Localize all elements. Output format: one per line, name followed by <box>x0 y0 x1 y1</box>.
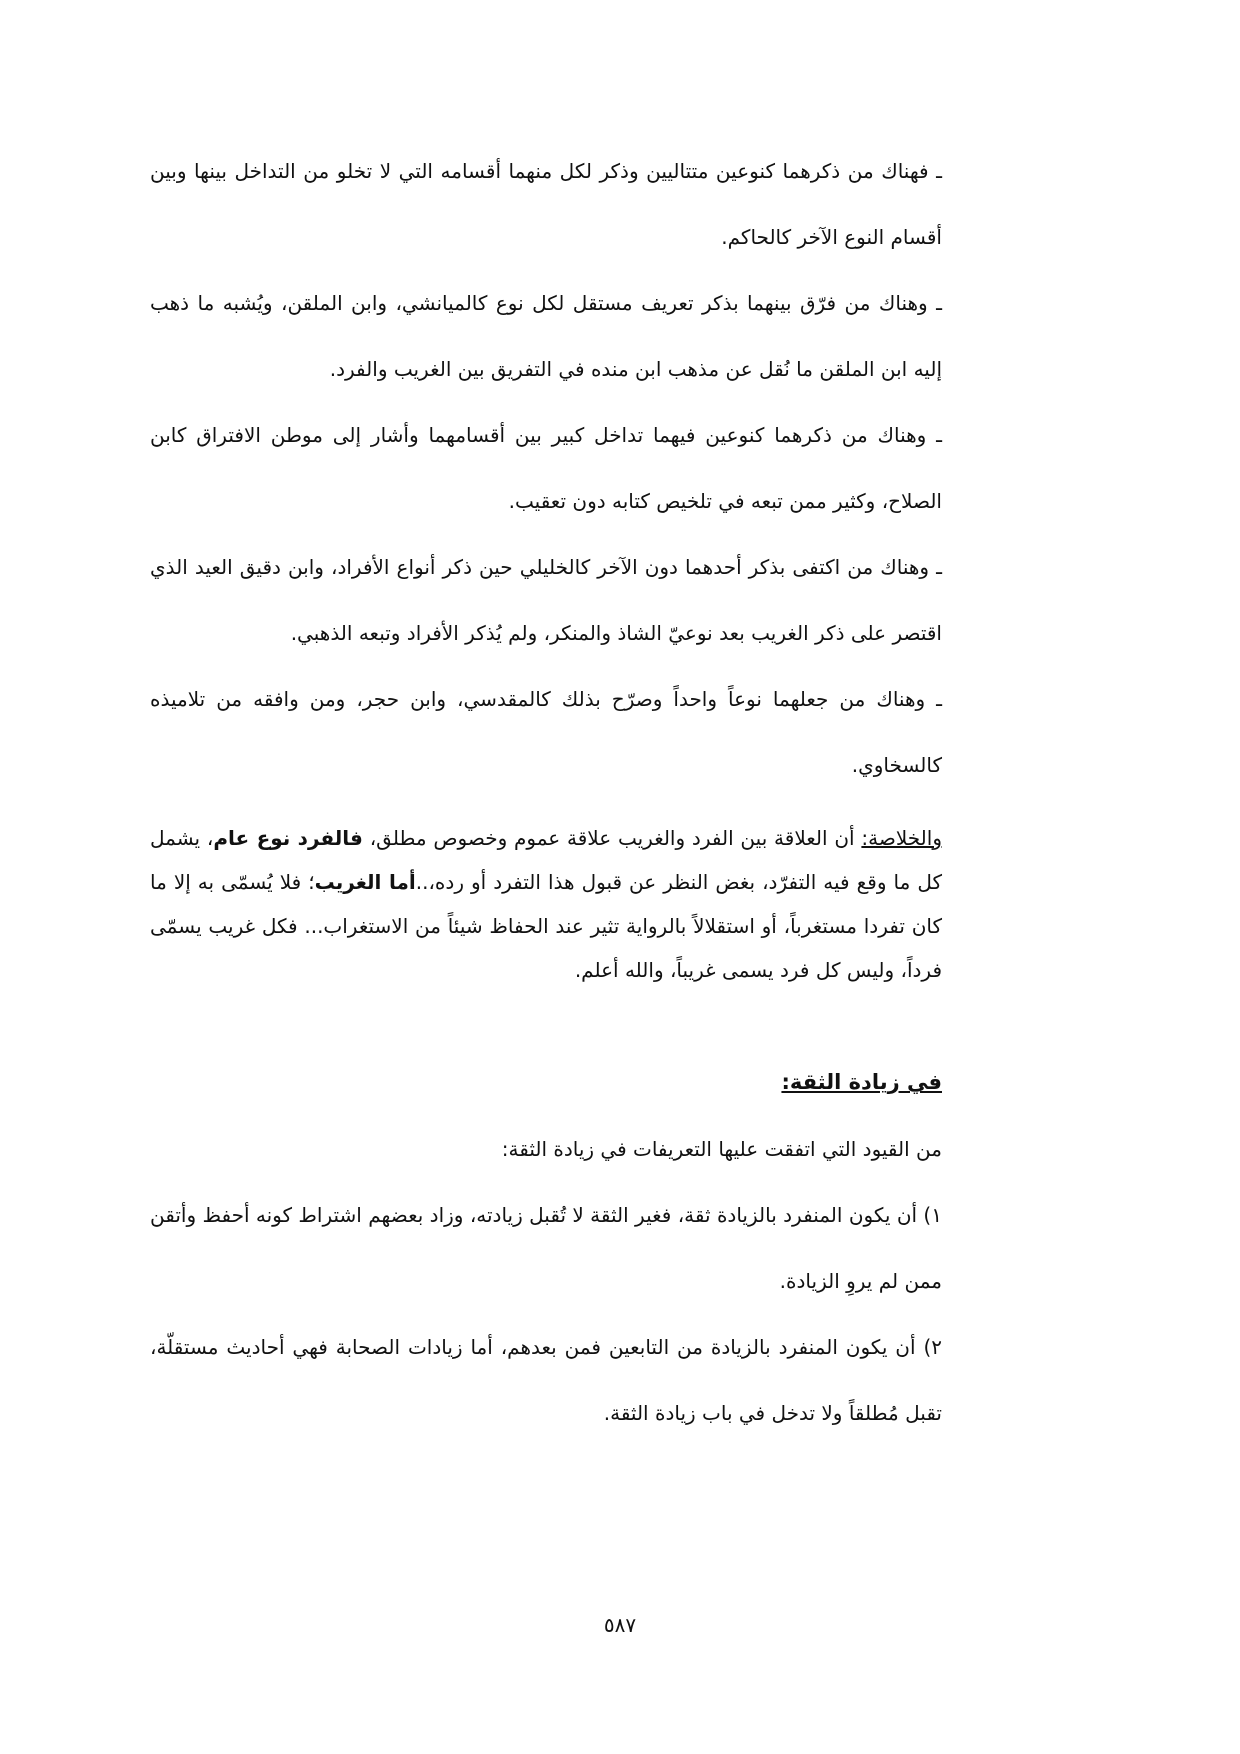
page-body <box>150 138 942 1446</box>
section-item-1: ١) أن يكون المنفرد بالزيادة ثقة، فغير الثقة لا تُقبل زيادته، وزاد بعضهم اشتراط كونه أحفظ وأتقن ممن لم يروِ الزيادة. <box>150 1203 942 1293</box>
paragraph-khalili: ـ وهناك من اكتفى بذكر أحدهما دون الآخر كالخليلي حين ذكر أنواع الأفراد، وابن دقيق العيد الذي اقتصر على ذكر الغريب بعد نوعيّ الشاذ والمنكر، ولم يُذكر الأفراد وتبعه الذهبي. <box>150 555 942 645</box>
summary-text-2: ، يشمل كل ما وقع فيه التفرّد، بغض النظر عن قبول هذا التفرد أو رده،.. <box>150 826 942 894</box>
summary-text-3: ؛ فلا يُسمّى به إلا ما كان تفردا مستغرباً، أو استقلالاً بالرواية تثير عند الحفاظ شيئاً من الاستغراب... فكل غريب يسمّى فرداً، وليس كل فرد يسمى غريباً، والله أعلم. <box>150 870 942 982</box>
paragraph-maqdisi: ـ وهناك من جعلهما نوعاً واحداً وصرّح بذلك كالمقدسي، وابن حجر، ومن وافقه من تلاميذه كالسخاوي. <box>150 687 942 777</box>
summary-paragraph <box>150 816 942 992</box>
summary-label: والخلاصة: <box>861 826 942 850</box>
summary-bold-1: فالفرد نوع عام <box>213 826 363 850</box>
paragraph-ibn-mulaqqin: ـ وهناك من فرّق بينهما بذكر تعريف مستقل لكل نوع كالميانشي، وابن الملقن، ويُشبه ما ذهب إليه ابن الملقن ما نُقل عن مذهب ابن منده في التفريق بين الغريب والفرد. <box>150 291 942 381</box>
section-item-2: ٢) أن يكون المنفرد بالزيادة من التابعين فمن بعدهم، أما زيادات الصحابة فهي أحاديث مستقلّة، تقبل مُطلقاً ولا تدخل في باب زيادة الثقة. <box>150 1335 942 1425</box>
paragraph-hakim: ـ فهناك من ذكرهما كنوعين متتاليين وذكر لكل منهما أقسامه التي لا تخلو من التداخل بينها وبين أقسام النوع الآخر كالحاكم. <box>150 159 942 249</box>
paragraph-ibn-salah: ـ وهناك من ذكرهما كنوعين فيهما تداخل كبير بين أقسامهما وأشار إلى موطن الافتراق كابن الصلاح، وكثير ممن تبعه في تلخيص كتابه دون تعقيب. <box>150 423 942 513</box>
page-number: ٥٨٧ <box>603 1613 637 1637</box>
section-heading: في زيادة الثقة: <box>781 1070 942 1094</box>
summary-bold-2: أما الغريب <box>314 870 416 894</box>
summary-text-1: أن العلاقة بين الفرد والغريب علاقة عموم وخصوص مطلق، <box>362 826 862 850</box>
section-intro: من القيود التي اتفقت عليها التعريفات في زيادة الثقة: <box>501 1137 942 1161</box>
